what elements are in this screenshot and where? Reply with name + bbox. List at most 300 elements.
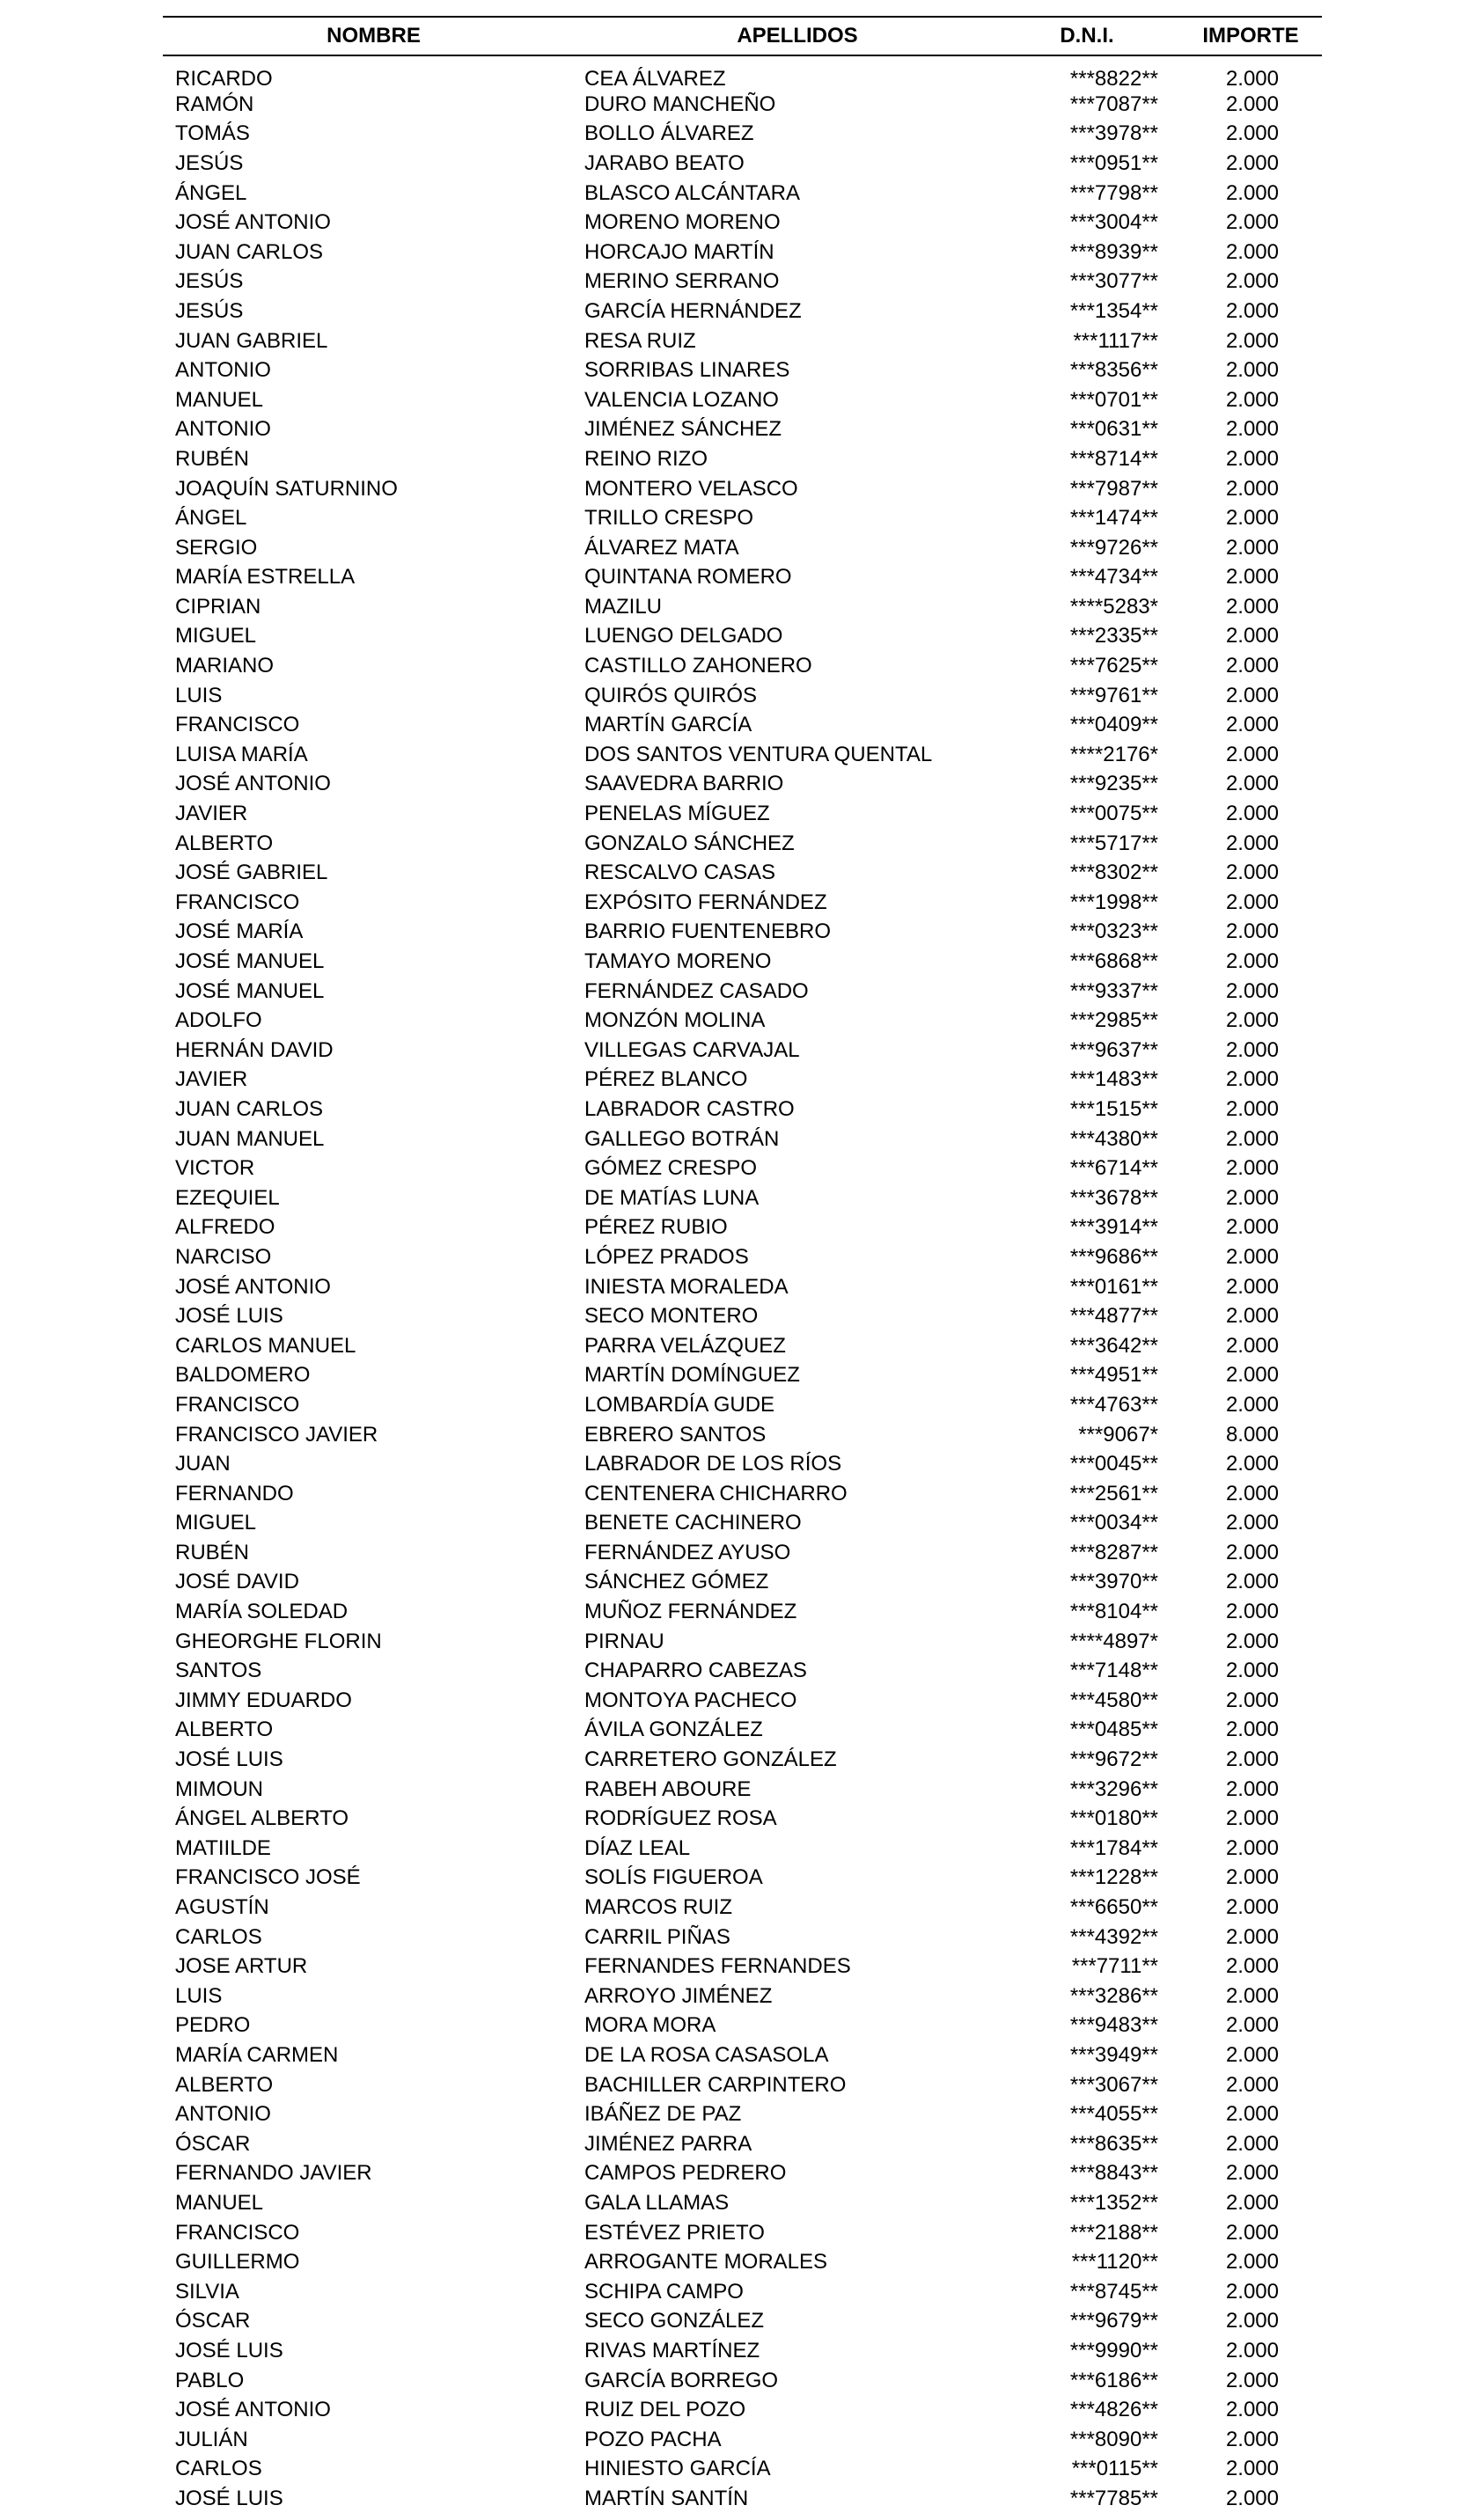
cell-apellidos: VALENCIA LOZANO xyxy=(584,387,779,412)
cell-apellidos: DE MATÍAS LUNA xyxy=(584,1185,760,1210)
cell-importe: 2.000 xyxy=(1225,1126,1279,1151)
cell-dni: ***0323** xyxy=(1069,919,1158,944)
cell-dni: ***8356** xyxy=(1069,358,1158,383)
cell-nombre: BALDOMERO xyxy=(175,1363,311,1388)
cell-dni: ***5717** xyxy=(1069,831,1158,855)
cell-nombre: CARLOS xyxy=(175,1924,262,1949)
cell-importe: 2.000 xyxy=(1225,1629,1279,1653)
cell-importe: 2.000 xyxy=(1225,92,1279,116)
cell-dni: ***7785** xyxy=(1069,2486,1158,2510)
cell-importe: 2.000 xyxy=(1225,713,1279,737)
cell-nombre: TOMÁS xyxy=(175,121,250,146)
table-row xyxy=(163,1745,1322,1775)
table-row xyxy=(163,1804,1322,1834)
table-row xyxy=(163,2484,1322,2514)
cell-dni: ***7087** xyxy=(1069,92,1158,116)
cell-importe: 2.000 xyxy=(1225,2072,1279,2097)
cell-apellidos: RESCALVO CASAS xyxy=(584,861,775,885)
cell-importe: 2.000 xyxy=(1225,2190,1279,2215)
cell-apellidos: MORENO MORENO xyxy=(584,210,781,235)
cell-importe: 2.000 xyxy=(1225,1895,1279,1920)
cell-nombre: ANTONIO xyxy=(175,2102,271,2127)
table-row xyxy=(163,977,1322,1007)
cell-nombre: JAVIER xyxy=(175,802,248,826)
cell-apellidos: SORRIBAS LINARES xyxy=(584,358,790,383)
cell-nombre: JUAN CARLOS xyxy=(175,239,324,264)
cell-apellidos: EXPÓSITO FERNÁNDEZ xyxy=(584,890,827,914)
cell-apellidos: GALLEGO BOTRÁN xyxy=(584,1126,780,1151)
cell-apellidos: DOS SANTOS VENTURA QUENTAL xyxy=(584,742,933,766)
cell-importe: 2.000 xyxy=(1225,1865,1279,1890)
cell-dni: ***3296** xyxy=(1069,1776,1158,1801)
cell-nombre: JOSÉ GABRIEL xyxy=(175,861,328,885)
cell-nombre: MIMOUN xyxy=(175,1776,263,1801)
cell-importe: 2.000 xyxy=(1225,358,1279,383)
header-row xyxy=(163,17,1322,55)
cell-apellidos: MONTOYA PACHECO xyxy=(584,1688,797,1712)
cell-apellidos: FERNANDES FERNANDES xyxy=(584,1954,851,1979)
cell-dni: ***1228** xyxy=(1069,1865,1158,1890)
cell-importe: 2.000 xyxy=(1225,594,1279,619)
table-row xyxy=(163,1036,1322,1066)
cell-dni: ***8745** xyxy=(1069,2279,1158,2304)
cell-apellidos: PARRA VELÁZQUEZ xyxy=(584,1333,786,1358)
cell-importe: 2.000 xyxy=(1225,654,1279,678)
cell-dni: ***9483** xyxy=(1069,2013,1158,2038)
table-row xyxy=(163,2129,1322,2159)
table-row xyxy=(163,1066,1322,1095)
cell-apellidos: SCHIPA CAMPO xyxy=(584,2279,744,2304)
cell-apellidos: PIRNAU xyxy=(584,1629,664,1653)
table-row xyxy=(163,1509,1322,1539)
cell-importe: 2.000 xyxy=(1225,2457,1279,2481)
cell-importe: 2.000 xyxy=(1225,742,1279,766)
cell-dni: ***1998** xyxy=(1069,890,1158,914)
cell-dni: ***0161** xyxy=(1069,1274,1158,1299)
cell-importe: 2.000 xyxy=(1225,1244,1279,1269)
cell-importe: 2.000 xyxy=(1225,1600,1279,1624)
cell-importe: 8.000 xyxy=(1225,1422,1279,1447)
cell-apellidos: PÉREZ BLANCO xyxy=(584,1067,748,1092)
table-row xyxy=(163,888,1322,918)
cell-nombre: GUILLERMO xyxy=(175,2250,300,2275)
header-dni: D.N.I. xyxy=(1010,17,1163,55)
cell-importe: 2.000 xyxy=(1225,1806,1279,1831)
cell-dni: ***1120** xyxy=(1071,2250,1158,2275)
cell-nombre: FERNANDO xyxy=(175,1481,294,1505)
cell-nombre: FRANCISCO xyxy=(175,2220,300,2245)
table-row xyxy=(163,1449,1322,1479)
cell-apellidos: CENTENERA CHICHARRO xyxy=(584,1481,848,1505)
cell-importe: 2.000 xyxy=(1225,1540,1279,1564)
table-row xyxy=(163,1213,1322,1243)
cell-apellidos: CAMPOS PEDRERO xyxy=(584,2161,787,2186)
cell-nombre: JOSÉ ANTONIO xyxy=(175,2398,331,2422)
cell-importe: 2.000 xyxy=(1225,387,1279,412)
cell-importe: 2.000 xyxy=(1225,1008,1279,1033)
cell-dni: ***9337** xyxy=(1069,978,1158,1003)
cell-importe: 2.000 xyxy=(1225,476,1279,501)
cell-importe: 2.000 xyxy=(1225,2279,1279,2304)
cell-apellidos: ÁVILA GONZÁLEZ xyxy=(584,1718,763,1742)
cell-nombre: PEDRO xyxy=(175,2013,251,2038)
table-row xyxy=(163,681,1322,711)
cell-dni: ***9235** xyxy=(1069,772,1158,796)
cell-dni: ***2561** xyxy=(1069,1481,1158,1505)
cell-importe: 2.000 xyxy=(1225,565,1279,590)
table-row xyxy=(163,1301,1322,1331)
cell-importe: 2.000 xyxy=(1225,683,1279,707)
cell-nombre: JOSÉ MANUEL xyxy=(175,978,325,1003)
cell-apellidos: PENELAS MÍGUEZ xyxy=(584,802,770,826)
cell-apellidos: MAZILU xyxy=(584,594,663,619)
cell-nombre: CARLOS MANUEL xyxy=(175,1333,356,1358)
cell-apellidos: BACHILLER CARPINTERO xyxy=(584,2072,847,2097)
cell-importe: 2.000 xyxy=(1225,1747,1279,1772)
cell-apellidos: SÁNCHEZ GÓMEZ xyxy=(584,1570,769,1594)
cell-dni: ***4392** xyxy=(1069,1924,1158,1949)
cell-nombre: HERNÁN DAVID xyxy=(175,1037,334,1062)
cell-dni: ***7711** xyxy=(1071,1954,1158,1979)
cell-apellidos: CARRIL PIÑAS xyxy=(584,1924,730,1949)
cell-apellidos: JIMÉNEZ PARRA xyxy=(584,2131,752,2156)
cell-nombre: MATIILDE xyxy=(175,1835,271,1860)
cell-importe: 2.000 xyxy=(1225,1511,1279,1535)
cell-nombre: JUAN xyxy=(175,1452,231,1476)
cell-nombre: JESÚS xyxy=(175,150,244,175)
cell-apellidos: QUINTANA ROMERO xyxy=(584,565,792,590)
table-row xyxy=(163,1242,1322,1272)
cell-dni: ***4734** xyxy=(1069,565,1158,590)
cell-importe: 2.000 xyxy=(1225,1096,1279,1121)
cell-dni: ***0075** xyxy=(1069,802,1158,826)
cell-apellidos: ARROYO JIMÉNEZ xyxy=(584,1983,773,2008)
cell-importe: 2.000 xyxy=(1225,121,1279,146)
table-row xyxy=(163,1331,1322,1361)
table-row xyxy=(163,2425,1322,2455)
table-row xyxy=(163,2070,1322,2100)
cell-importe: 2.000 xyxy=(1225,1452,1279,1476)
table-row xyxy=(163,1952,1322,1982)
cell-dni: ****4897* xyxy=(1069,1629,1158,1653)
cell-apellidos: DE LA ROSA CASASOLA xyxy=(584,2042,829,2067)
table-row xyxy=(163,1864,1322,1894)
cell-apellidos: GARCÍA BORREGO xyxy=(584,2368,779,2392)
cell-nombre: JOSÉ LUIS xyxy=(175,2486,283,2510)
cell-nombre: EZEQUIEL xyxy=(175,1185,280,1210)
cell-importe: 2.000 xyxy=(1225,417,1279,442)
cell-dni: ***4055** xyxy=(1069,2102,1158,2127)
cell-importe: 2.000 xyxy=(1225,2042,1279,2067)
cell-nombre: JUAN GABRIEL xyxy=(175,328,328,353)
cell-importe: 2.000 xyxy=(1225,1215,1279,1240)
cell-nombre: JOSÉ LUIS xyxy=(175,1304,283,1329)
table-row xyxy=(163,1686,1322,1716)
cell-nombre: ÁNGEL xyxy=(175,180,247,205)
table-row xyxy=(163,622,1322,652)
cell-nombre: ÓSCAR xyxy=(175,2131,251,2156)
cell-apellidos: LABRADOR CASTRO xyxy=(584,1096,795,1121)
cell-nombre: MARÍA ESTRELLA xyxy=(175,565,356,590)
table-row xyxy=(163,444,1322,474)
cell-apellidos: QUIRÓS QUIRÓS xyxy=(584,683,758,707)
cell-importe: 2.000 xyxy=(1225,1392,1279,1417)
cell-apellidos: RODRÍGUEZ ROSA xyxy=(584,1806,777,1831)
table-row xyxy=(163,1124,1322,1154)
cell-dni: ***8822** xyxy=(1069,67,1158,90)
cell-dni: ***1354** xyxy=(1069,298,1158,323)
table-row xyxy=(163,740,1322,770)
cell-dni: ***7625** xyxy=(1069,654,1158,678)
cell-dni: ***3970** xyxy=(1069,1570,1158,1594)
table-row xyxy=(163,1568,1322,1598)
cell-apellidos: MUÑOZ FERNÁNDEZ xyxy=(584,1600,797,1624)
cell-apellidos: JARABO BEATO xyxy=(584,150,745,175)
cell-nombre: FRANCISCO JOSÉ xyxy=(175,1865,361,1890)
table-row xyxy=(163,208,1322,238)
table-row xyxy=(163,1893,1322,1923)
cell-dni: ***2188** xyxy=(1069,2220,1158,2245)
cell-dni: ***9637** xyxy=(1069,1037,1158,1062)
cell-apellidos: RESA RUIZ xyxy=(584,328,696,353)
cell-nombre: FRANCISCO JAVIER xyxy=(175,1422,378,1447)
cell-dni: ***3067** xyxy=(1069,2072,1158,2097)
cell-nombre: ALBERTO xyxy=(175,2072,274,2097)
cell-importe: 2.000 xyxy=(1225,180,1279,205)
cell-nombre: LUIS xyxy=(175,1983,223,2008)
cell-importe: 2.000 xyxy=(1225,535,1279,560)
cell-dni: ***9686** xyxy=(1069,1244,1158,1269)
cell-apellidos: MONZÓN MOLINA xyxy=(584,1008,766,1033)
cell-importe: 2.000 xyxy=(1225,1835,1279,1860)
cell-importe: 2.000 xyxy=(1225,2131,1279,2156)
cell-importe: 2.000 xyxy=(1225,1481,1279,1505)
table-row xyxy=(163,2188,1322,2218)
cell-dni: ***4877** xyxy=(1069,1304,1158,1329)
cell-nombre: ANTONIO xyxy=(175,358,271,383)
cell-apellidos: MARCOS RUIZ xyxy=(584,1895,732,1920)
cell-apellidos: MARTÍN DOMÍNGUEZ xyxy=(584,1363,800,1388)
cell-dni: ***0485** xyxy=(1069,1718,1158,1742)
cell-nombre: NARCISO xyxy=(175,1244,272,1269)
cell-dni: ***3004** xyxy=(1069,210,1158,235)
table-row xyxy=(163,1538,1322,1568)
cell-nombre: FRANCISCO xyxy=(175,713,300,737)
table-row xyxy=(163,385,1322,415)
cell-importe: 2.000 xyxy=(1225,1067,1279,1092)
cell-apellidos: TAMAYO MORENO xyxy=(584,949,772,974)
cell-apellidos: GÓMEZ CRESPO xyxy=(584,1156,758,1181)
cell-importe: 2.000 xyxy=(1225,210,1279,235)
cell-nombre: ANTONIO xyxy=(175,417,271,442)
table-row xyxy=(163,563,1322,593)
table-row xyxy=(163,149,1322,179)
cell-dni: ***0034** xyxy=(1069,1511,1158,1535)
cell-dni: ***3949** xyxy=(1069,2042,1158,2067)
cell-nombre: PABLO xyxy=(175,2368,245,2392)
cell-importe: 2.000 xyxy=(1225,624,1279,648)
cell-nombre: JOAQUÍN SATURNINO xyxy=(175,476,398,501)
cell-importe: 2.000 xyxy=(1225,1274,1279,1299)
cell-nombre: JOSÉ MARÍA xyxy=(175,919,304,944)
cell-dni: ***8104** xyxy=(1069,1600,1158,1624)
cell-nombre: JUAN MANUEL xyxy=(175,1126,325,1151)
cell-dni: ***8287** xyxy=(1069,1540,1158,1564)
cell-dni: ***1474** xyxy=(1069,506,1158,531)
cell-dni: ***0180** xyxy=(1069,1806,1158,1831)
cell-importe: 2.000 xyxy=(1225,1304,1279,1329)
cell-dni: ***3077** xyxy=(1069,269,1158,294)
table-row xyxy=(163,2366,1322,2396)
cell-dni: ***0115** xyxy=(1071,2457,1158,2481)
cell-importe: 2.000 xyxy=(1225,2250,1279,2275)
cell-apellidos: ÁLVAREZ MATA xyxy=(584,535,739,560)
cell-dni: ***0409** xyxy=(1069,713,1158,737)
cell-nombre: GHEORGHE FLORIN xyxy=(175,1629,382,1653)
cell-nombre: JESÚS xyxy=(175,269,244,294)
cell-nombre: JOSÉ LUIS xyxy=(175,1747,283,1772)
cell-nombre: ALBERTO xyxy=(175,831,274,855)
cell-apellidos: RUIZ DEL POZO xyxy=(584,2398,746,2422)
cell-dni: ***1483** xyxy=(1069,1067,1158,1092)
table-row xyxy=(163,238,1322,267)
table-row xyxy=(163,2159,1322,2189)
cell-nombre: VICTOR xyxy=(175,1156,255,1181)
cell-apellidos: POZO PACHA xyxy=(584,2427,722,2451)
cell-dni: ***0701** xyxy=(1069,387,1158,412)
table-row xyxy=(163,2011,1322,2041)
table-row xyxy=(163,1982,1322,2011)
cell-dni: ***0631** xyxy=(1069,417,1158,442)
cell-nombre: ÁNGEL ALBERTO xyxy=(175,1806,349,1831)
cell-nombre: JOSÉ MANUEL xyxy=(175,949,325,974)
cell-nombre: JOSÉ ANTONIO xyxy=(175,772,331,796)
table-row xyxy=(163,858,1322,888)
cell-nombre: ALFREDO xyxy=(175,1215,275,1240)
cell-dni: ***4763** xyxy=(1069,1392,1158,1417)
cell-apellidos: VILLEGAS CARVAJAL xyxy=(584,1037,800,1062)
cell-apellidos: ARROGANTE MORALES xyxy=(584,2250,828,2275)
cell-nombre: FRANCISCO xyxy=(175,890,300,914)
cell-nombre: CIPRIAN xyxy=(175,594,261,619)
cell-dni: ***3914** xyxy=(1069,1215,1158,1240)
table-row xyxy=(163,503,1322,533)
header-apellidos: APELLIDOS xyxy=(584,17,1010,55)
cell-dni: ***7798** xyxy=(1069,180,1158,205)
cell-dni: ***2335** xyxy=(1069,624,1158,648)
cell-apellidos: MARTÍN GARCÍA xyxy=(584,713,752,737)
cell-apellidos: DÍAZ LEAL xyxy=(584,1835,691,1860)
cell-apellidos: RIVAS MARTÍNEZ xyxy=(584,2338,760,2362)
cell-apellidos: SECO GONZÁLEZ xyxy=(584,2309,765,2333)
cell-importe: 2.000 xyxy=(1225,2398,1279,2422)
cell-importe: 2.000 xyxy=(1225,919,1279,944)
cell-apellidos: MARTÍN SANTÍN xyxy=(584,2486,749,2510)
cell-importe: 2.000 xyxy=(1225,1333,1279,1358)
cell-dni: ***0951** xyxy=(1069,150,1158,175)
table-row xyxy=(163,2218,1322,2248)
cell-dni: ****5283* xyxy=(1069,594,1158,619)
cell-dni: ***8843** xyxy=(1069,2161,1158,2186)
cell-dni: ***4380** xyxy=(1069,1126,1158,1151)
cell-nombre: JAVIER xyxy=(175,1067,248,1092)
table-row xyxy=(163,1390,1322,1420)
cell-importe: 2.000 xyxy=(1225,1659,1279,1683)
table-row xyxy=(163,1006,1322,1036)
cell-nombre: MARÍA CARMEN xyxy=(175,2042,339,2067)
cell-importe: 2.000 xyxy=(1225,1363,1279,1388)
cell-nombre: CARLOS xyxy=(175,2457,262,2481)
cell-apellidos: BARRIO FUENTENEBRO xyxy=(584,919,832,944)
cell-nombre: JOSÉ LUIS xyxy=(175,2338,283,2362)
cell-importe: 2.000 xyxy=(1225,802,1279,826)
cell-apellidos: CHAPARRO CABEZAS xyxy=(584,1659,807,1683)
cell-apellidos: TRILLO CRESPO xyxy=(584,506,754,531)
cell-nombre: JIMMY EDUARDO xyxy=(175,1688,352,1712)
table-row xyxy=(163,297,1322,326)
cell-dni: ***4951** xyxy=(1069,1363,1158,1388)
table-row xyxy=(163,2040,1322,2070)
cell-apellidos: BLASCO ALCÁNTARA xyxy=(584,180,800,205)
table-row xyxy=(163,710,1322,740)
cell-apellidos: MERINO SERRANO xyxy=(584,269,780,294)
cell-importe: 2.000 xyxy=(1225,446,1279,471)
cell-dni: ***3978** xyxy=(1069,121,1158,146)
cell-importe: 2.000 xyxy=(1225,1924,1279,1949)
cell-importe: 2.000 xyxy=(1225,2338,1279,2362)
cell-nombre: MIGUEL xyxy=(175,1511,257,1535)
cell-dni: ***7987** xyxy=(1069,476,1158,501)
table-row xyxy=(163,179,1322,209)
table-row xyxy=(163,1597,1322,1627)
cell-nombre: ALBERTO xyxy=(175,1718,274,1742)
cell-apellidos: BENETE CACHINERO xyxy=(584,1511,802,1535)
cell-dni: ***8302** xyxy=(1069,861,1158,885)
cell-nombre: SERGIO xyxy=(175,535,258,560)
cell-apellidos: INIESTA MORALEDA xyxy=(584,1274,789,1299)
cell-importe: 2.000 xyxy=(1225,1156,1279,1181)
cell-importe: 2.000 xyxy=(1225,861,1279,885)
cell-importe: 2.000 xyxy=(1225,1776,1279,1801)
cell-nombre: RAMÓN xyxy=(175,92,254,116)
cell-nombre: JOSÉ ANTONIO xyxy=(175,210,331,235)
cell-importe: 2.000 xyxy=(1225,2102,1279,2127)
cell-importe: 2.000 xyxy=(1225,2368,1279,2392)
cell-nombre: JUAN CARLOS xyxy=(175,1096,324,1121)
table-row xyxy=(163,2336,1322,2366)
cell-dni: ***3286** xyxy=(1069,1983,1158,2008)
cell-importe: 2.000 xyxy=(1225,1718,1279,1742)
cell-nombre: ÓSCAR xyxy=(175,2309,251,2333)
cell-apellidos: BOLLO ÁLVAREZ xyxy=(584,121,754,146)
cell-dni: ***6186** xyxy=(1069,2368,1158,2392)
table-row xyxy=(163,1479,1322,1509)
table-row xyxy=(163,2307,1322,2337)
cell-importe: 2.000 xyxy=(1225,2486,1279,2510)
cell-apellidos: HORCAJO MARTÍN xyxy=(584,239,774,264)
table-row xyxy=(163,1834,1322,1864)
cell-dni: ***9726** xyxy=(1069,535,1158,560)
cell-nombre: JOSÉ ANTONIO xyxy=(175,1274,331,1299)
cell-dni: ***9990** xyxy=(1069,2338,1158,2362)
table-row xyxy=(163,1923,1322,1952)
table-row xyxy=(163,592,1322,622)
cell-importe: 2.000 xyxy=(1225,978,1279,1003)
cell-importe: 2.000 xyxy=(1225,2161,1279,2186)
cell-dni: ***3642** xyxy=(1069,1333,1158,1358)
cell-dni: ***8714** xyxy=(1069,446,1158,471)
cell-apellidos: SOLÍS FIGUEROA xyxy=(584,1865,763,1890)
